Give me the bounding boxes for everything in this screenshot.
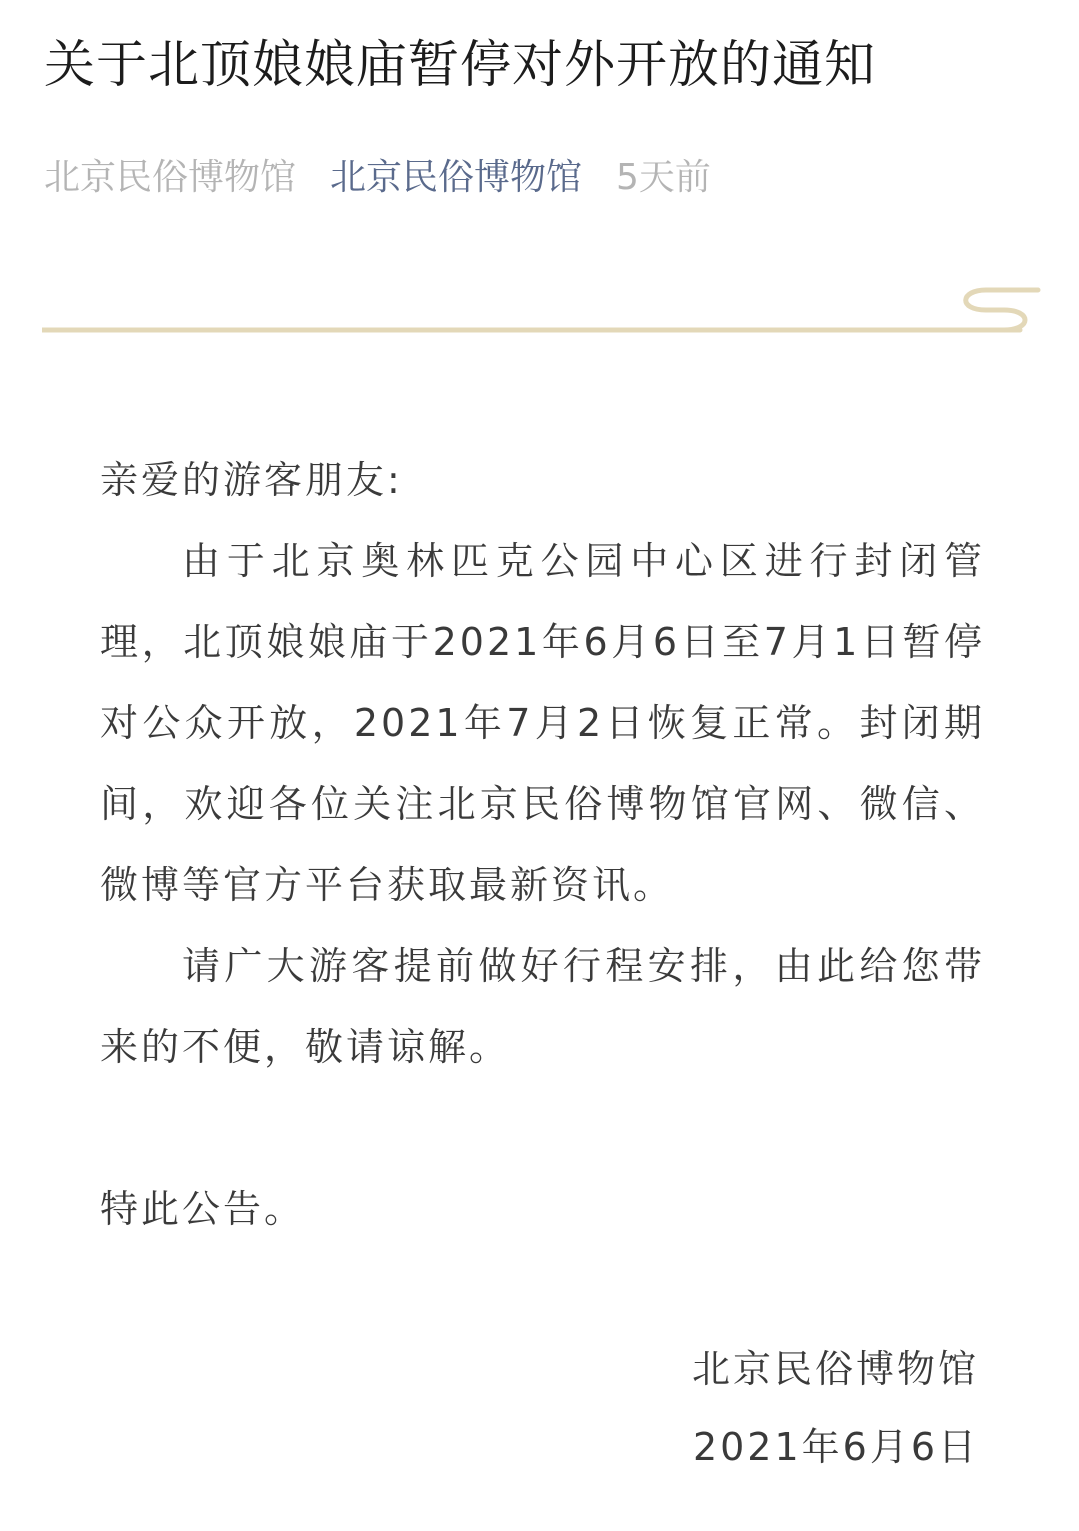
publish-time: 5天前	[616, 156, 711, 198]
signature-org: 北京民俗博物馆	[691, 1347, 979, 1391]
closing-line: 特此公告。	[100, 1187, 306, 1231]
signature-block	[692, 1330, 979, 1486]
notice-paragraph-1: 由于北京奥林匹克公园中心区进行封闭管理，北顶娘娘庙于2021年6月6日至7月1日暂停对公众开放，2021年7月2日恢复正常。封闭期间，欢迎各位关注北京民俗博物馆官网、微信、微博等官方平台获取最新资讯。	[100, 539, 985, 907]
account-link[interactable]: 北京民俗博物馆	[330, 156, 583, 198]
gold-swirl-divider-icon	[42, 282, 1042, 342]
greeting: 亲爱的游客朋友:	[100, 458, 403, 502]
article-meta	[44, 146, 711, 202]
author-name: 北京民俗博物馆	[44, 156, 297, 198]
notice-body	[100, 440, 985, 1250]
notice-paragraph-2: 请广大游客提前做好行程安排，由此给您带来的不便，敬请谅解。	[100, 944, 985, 1069]
signature-date: 2021年6月6日	[692, 1425, 979, 1469]
article-title: 关于北顶娘娘庙暂停对外开放的通知	[44, 36, 877, 95]
